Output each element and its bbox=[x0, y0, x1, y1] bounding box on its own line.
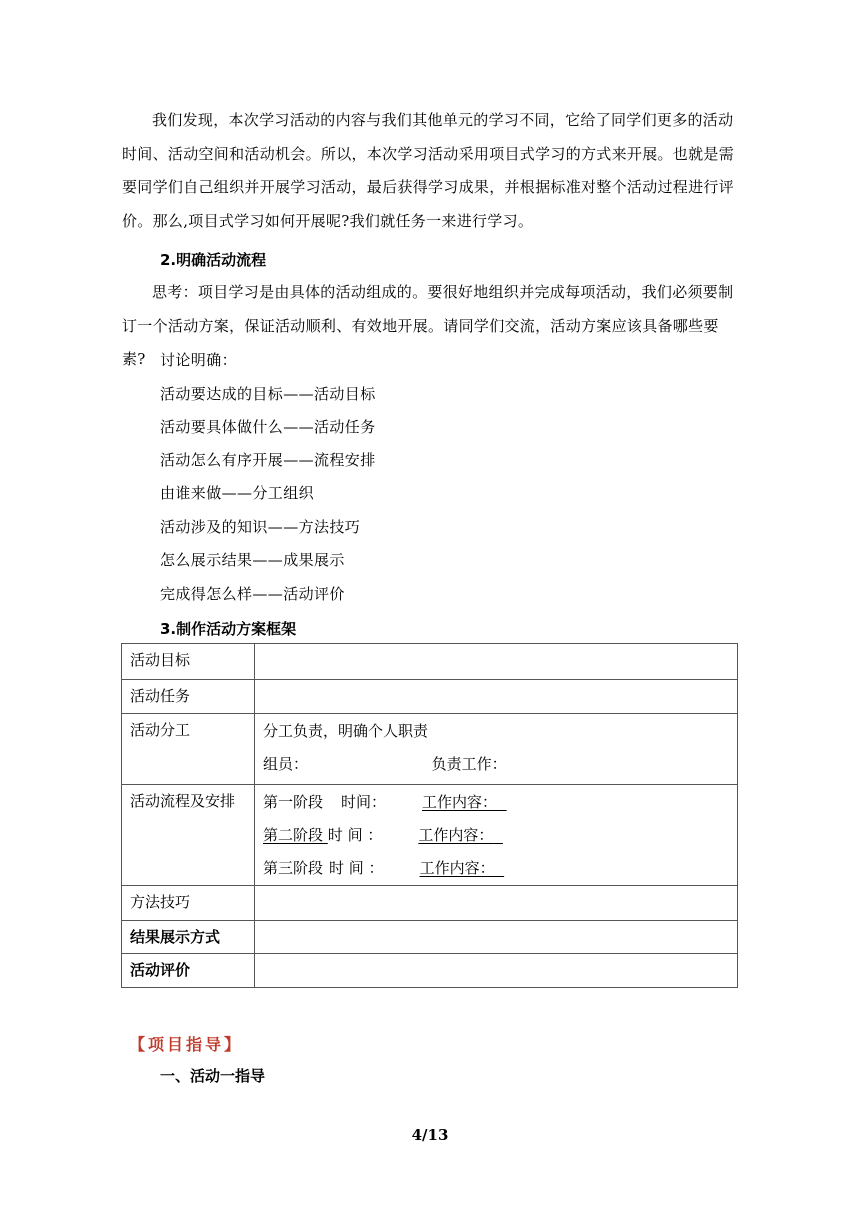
table-row bbox=[122, 954, 738, 988]
division-member-line bbox=[263, 753, 729, 775]
task-label: 活动任务 bbox=[122, 680, 255, 714]
division-cell bbox=[255, 714, 738, 785]
stage-2-work: 工作内容： bbox=[418, 826, 494, 844]
element-item: 活动涉及的知识——方法技巧 bbox=[160, 518, 361, 536]
element-item: 由谁来做——分工组织 bbox=[160, 484, 315, 502]
page-number: 4/13 bbox=[411, 1126, 449, 1144]
element-item: 完成得怎么样——活动评价 bbox=[160, 585, 345, 603]
table-row bbox=[122, 886, 738, 921]
stage-1-line bbox=[263, 791, 729, 824]
eval-cell bbox=[255, 954, 738, 988]
element-item: 活动要达成的目标——活动目标 bbox=[160, 385, 376, 403]
section-3-title: 3.制作活动方案框架 bbox=[160, 620, 297, 638]
activity-plan-table bbox=[121, 643, 738, 988]
stage-2-name: 第二阶段 bbox=[263, 826, 324, 844]
discussion-label: 讨论明确： bbox=[160, 351, 238, 369]
stage-2-line bbox=[263, 824, 729, 857]
result-label: 结果展示方式 bbox=[122, 921, 255, 954]
stage-1-work: 工作内容： bbox=[422, 793, 498, 811]
stage-1-name: 第一阶段 bbox=[263, 793, 324, 811]
member-label: 组员： bbox=[263, 755, 309, 773]
intro-paragraph: 我们发现，本次学习活动的内容与我们其他单元的学习不同，它给了同学们更多的活动时间、活动空间和活动机会。所以，本次学习活动采用项目式学习的方式来开展。也就是需要同学们自己组织并开展学习活动，最后获得学习成果，并根据标准对整个活动过程进行评价。那么,项目式学习如何开展呢?我们就任务一来进行学习。 bbox=[122, 111, 735, 230]
task-cell bbox=[255, 680, 738, 714]
process-cell bbox=[255, 785, 738, 886]
division-label: 活动分工 bbox=[122, 714, 255, 785]
result-cell bbox=[255, 921, 738, 954]
stage-3-time: 时 间 ： bbox=[329, 859, 384, 877]
project-guide-title: 【项目指导】 bbox=[129, 1035, 244, 1054]
element-item: 怎么展示结果——成果展示 bbox=[160, 551, 345, 569]
table-row bbox=[122, 921, 738, 954]
table-row bbox=[122, 680, 738, 714]
think-paragraph: 思考：项目学习是由具体的活动组成的。要很好地组织并完成每项活动，我们必须要制订一个活动方案，保证活动顺利、有效地开展。请同学们交流，活动方案应该具备哪些要素? bbox=[122, 283, 734, 368]
element-item: 活动怎么有序开展——流程安排 bbox=[160, 451, 376, 469]
guide-subtitle: 一、活动一指导 bbox=[160, 1067, 266, 1085]
goal-cell bbox=[255, 644, 738, 680]
method-cell bbox=[255, 886, 738, 921]
division-description: 分工负责，明确个人职责 bbox=[263, 722, 429, 740]
table-row bbox=[122, 714, 738, 785]
table-row bbox=[122, 644, 738, 680]
stage-1-time: 时间： bbox=[341, 793, 387, 811]
process-label: 活动流程及安排 bbox=[122, 785, 255, 886]
method-label: 方法技巧 bbox=[122, 886, 255, 921]
element-item: 活动要具体做什么——活动任务 bbox=[160, 418, 376, 436]
work-label: 负责工作： bbox=[431, 755, 507, 773]
stage-3-work: 工作内容： bbox=[419, 859, 495, 877]
goal-label: 活动目标 bbox=[122, 644, 255, 680]
stage-3-line bbox=[263, 857, 729, 879]
section-2-title: 2.明确活动流程 bbox=[160, 251, 267, 269]
eval-label: 活动评价 bbox=[122, 954, 255, 988]
table-row bbox=[122, 785, 738, 886]
stage-2-time: 时 间 ： bbox=[327, 826, 383, 844]
stage-3-name: 第三阶段 bbox=[263, 859, 324, 877]
